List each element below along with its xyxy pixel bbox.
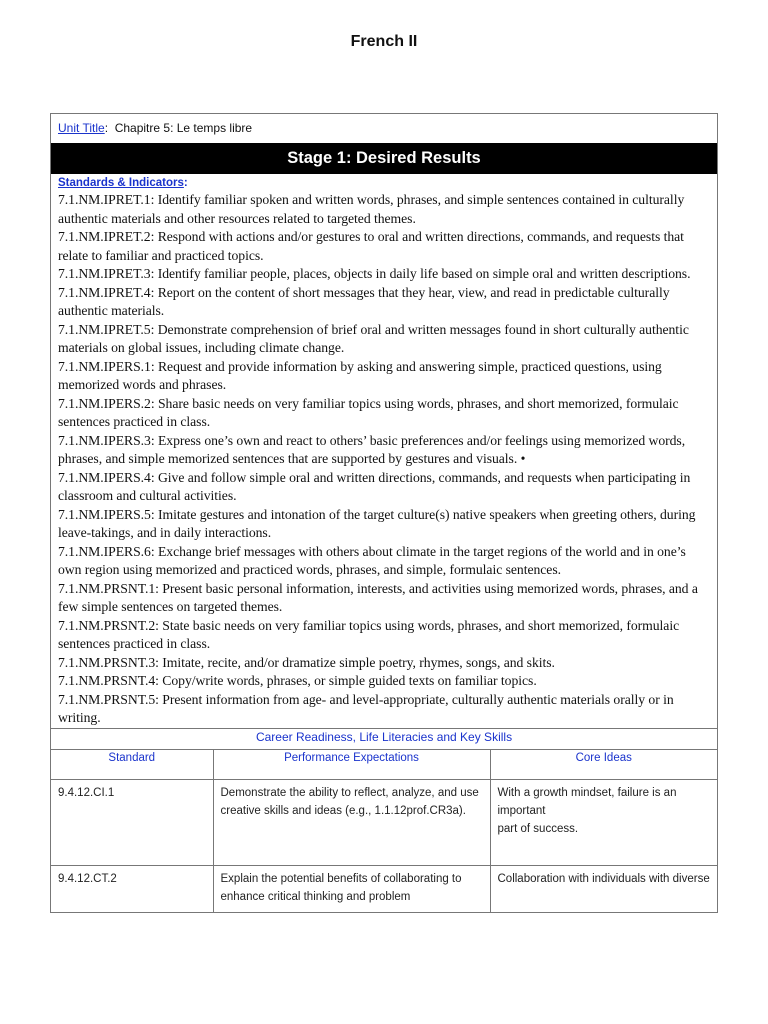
standard-item: 7.1.NM.IPRET.3: Identify familiar people, places, objects in daily life based on simple oral and written descriptions. (58, 266, 691, 281)
table-header-row (51, 749, 717, 779)
unit-title-row (51, 114, 717, 143)
column-header-standard: Standard (51, 749, 213, 779)
expectation-cell: Demonstrate the ability to reflect, analyze, and use creative skills and ideas (e.g., 1.1.12prof.CR3a). (213, 779, 490, 865)
unit-title-label[interactable]: Unit Title (58, 121, 105, 135)
standard-cell: 9.4.12.CI.1 (51, 779, 213, 865)
standard-cell: 9.4.12.CT.2 (51, 865, 213, 912)
standard-item: 7.1.NM.IPERS.2: Share basic needs on very familiar topics using words, phrases, and short memorized, formulaic sentences practiced in class. (58, 395, 679, 429)
standard-item: 7.1.NM.PRSNT.5: Present information from age- and level-appropriate, culturally authentic materials orally or in writing. (58, 691, 674, 725)
standard-item: 7.1.NM.PRSNT.4: Copy/write words, phrases, or simple guided texts on familiar topics. (58, 673, 537, 688)
standards-section (51, 174, 717, 728)
table-row (51, 865, 717, 912)
standard-item: 7.1.NM.IPERS.4: Give and follow simple oral and written directions, commands, and requests when participating in classroom and cultural activities. (58, 469, 691, 503)
unit-title-colon: : (104, 121, 115, 135)
document-title: French II (350, 33, 418, 50)
standard-item: 7.1.NM.IPRET.1: Identify familiar spoken and written words, phrases, and simple sentences contained in culturally authentic materials and other resources related to targeted themes. (58, 192, 685, 226)
column-header-core-ideas: Core Ideas (490, 749, 717, 779)
standard-item: 7.1.NM.IPERS.6: Exchange brief messages with others about climate in the target regions of the world and in one’s own region using memorized and practiced words, phrases, and simple, formulaic sentences. (58, 543, 686, 577)
standards-label[interactable]: Standards & Indicators (58, 177, 184, 189)
core-idea-cell: With a growth mindset, failure is an important part of success. (490, 779, 717, 865)
column-header-performance-expectations: Performance Expectations (213, 749, 490, 779)
table-row (51, 779, 717, 865)
expectation-cell: Explain the potential benefits of collaborating to enhance critical thinking and problem (213, 865, 490, 912)
unit-title-value: Chapitre 5: Le temps libre (114, 121, 253, 135)
standard-item: 7.1.NM.PRSNT.2: State basic needs on very familiar topics using words, phrases, and short memorized, formulaic sentences practiced in class. (58, 617, 680, 651)
standard-item: 7.1.NM.PRSNT.3: Imitate, recite, and/or dramatize simple poetry, rhymes, songs, and skits. (58, 654, 555, 670)
standard-item: 7.1.NM.IPERS.3: Express one’s own and react to others’ basic preferences and/or feelings using memorized words, phrases, and simple memorized sentences that are supported by gestures and visuals. • (58, 432, 686, 466)
standard-item: 7.1.NM.IPERS.1: Request and provide information by asking and answering simple, practiced questions, using memorized words and phrases. (58, 358, 662, 392)
standard-item: 7.1.NM.IPRET.4: Report on the content of short messages that they hear, view, and read in predictable culturally authentic materials. (58, 284, 670, 318)
core-idea-cell: Collaboration with individuals with diverse (490, 865, 717, 912)
career-skills-table (51, 749, 717, 913)
standards-heading: Standards & Indicators: (58, 177, 188, 189)
standard-item: 7.1.NM.IPERS.5: Imitate gestures and intonation of the target culture(s) native speakers when greeting others, during leave-takings, and in daily interactions. (58, 506, 696, 540)
standard-item: 7.1.NM.IPRET.5: Demonstrate comprehension of brief oral and written messages found in short culturally authentic materials on global issues, including climate change. (58, 321, 689, 355)
career-readiness-heading: Career Readiness, Life Literacies and Key Skills (51, 728, 717, 749)
standard-item: 7.1.NM.PRSNT.1: Present basic personal information, interests, and activities using memorized words, phrases, and a few simple sentences on targeted themes. (58, 580, 698, 614)
stage-heading: Stage 1: Desired Results (51, 143, 717, 174)
unit-plan-table (50, 113, 718, 913)
standard-item: 7.1.NM.IPRET.2: Respond with actions and/or gestures to oral and written directions, commands, and requests that relate to familiar and practiced topics. (58, 229, 684, 263)
standards-list (58, 191, 710, 728)
